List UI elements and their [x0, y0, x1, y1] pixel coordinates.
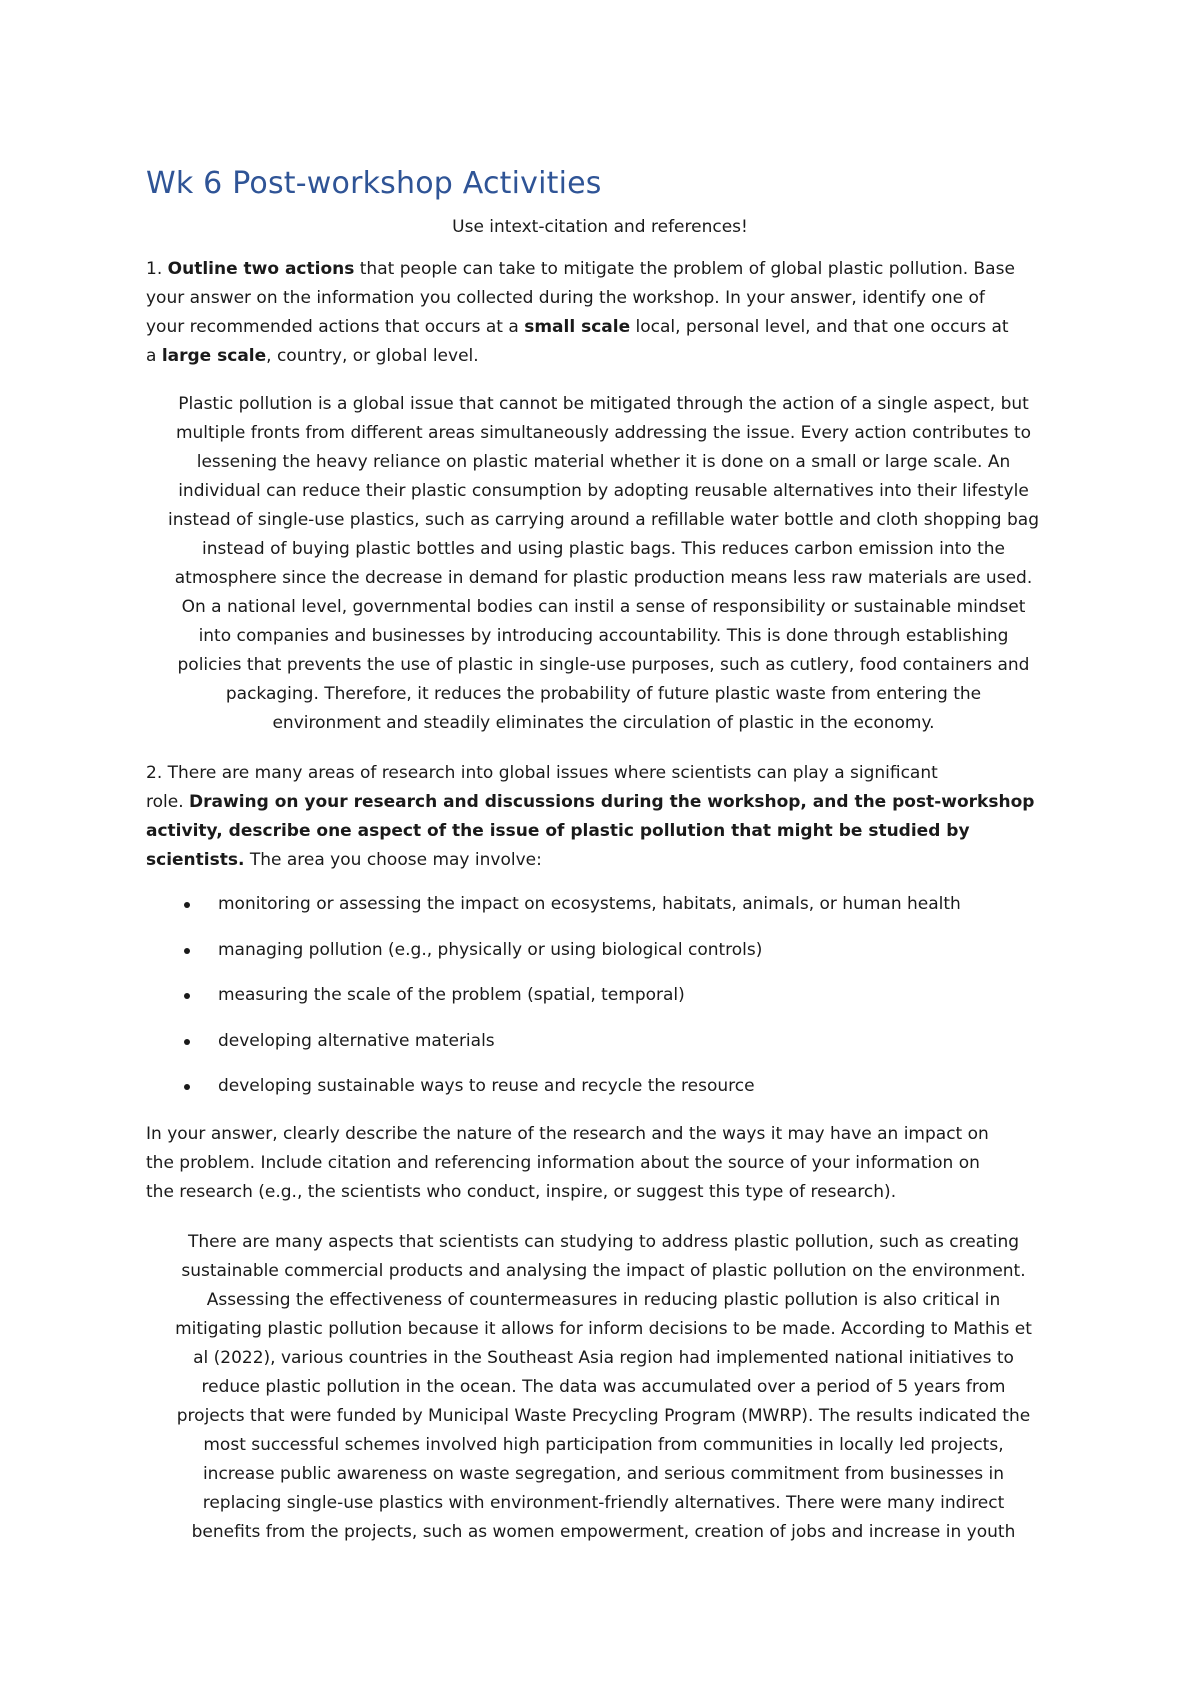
question-1-line	[146, 313, 1061, 342]
answer-2-line: projects that were funded by Municipal Waste Precycling Program (MWRP). The results indicated the	[176, 1406, 1031, 1426]
bullet-icon	[184, 1039, 190, 1045]
answer-2-line: mitigating plastic pollution because it allows for inform decisions to be made. According to Mathis et	[175, 1319, 1032, 1339]
answer-1-line: lessening the heavy reliance on plastic material whether it is done on a small or large scale. An	[196, 452, 1011, 472]
bold-text: activity, describe one aspect of the issue of plastic pollution that might be studied by	[146, 821, 970, 841]
list-item-text: managing pollution (e.g., physically or using biological controls)	[218, 939, 763, 960]
text: a	[146, 346, 162, 366]
instruction-line: the problem. Include citation and referencing information about the source of your information on	[146, 1153, 980, 1173]
question-2-line	[146, 846, 1061, 875]
answer-2-line: benefits from the projects, such as women empowerment, creation of jobs and increase in youth	[191, 1522, 1016, 1542]
bullet-list	[146, 890, 1061, 1118]
answer-2-line: replacing single-use plastics with environment-friendly alternatives. There were many indirect	[202, 1493, 1005, 1513]
answer-2	[146, 1228, 1061, 1547]
bold-text: large scale	[161, 346, 267, 366]
answer-2-line: increase public awareness on waste segregation, and serious commitment from businesses in	[202, 1464, 1005, 1484]
question-1-line	[146, 255, 1061, 284]
answer-2-line: Assessing the effectiveness of countermeasures in reducing plastic pollution is also critical in	[206, 1290, 1001, 1310]
question-1-line	[146, 342, 1061, 371]
text: your recommended actions that occurs at a	[146, 317, 525, 337]
answer-1-line: into companies and businesses by introducing accountability. This is done through establishing	[198, 626, 1009, 646]
answer-2-line: reduce plastic pollution in the ocean. The data was accumulated over a period of 5 years from	[201, 1377, 1006, 1397]
bullet-icon	[184, 993, 190, 999]
question-2	[146, 759, 1061, 875]
question-2-line	[146, 817, 1061, 846]
answer-2-line: sustainable commercial products and analysing the impact of plastic pollution on the environment.	[181, 1261, 1026, 1281]
answer-1-line: individual can reduce their plastic consumption by adopting reusable alternatives into their lifestyle	[178, 481, 1029, 501]
bullet-icon	[184, 948, 190, 954]
list-item	[146, 1027, 1061, 1073]
instruction-line: In your answer, clearly describe the nature of the research and the ways it may have an impact on	[146, 1124, 989, 1144]
list-item-text: monitoring or assessing the impact on ecosystems, habitats, animals, or human health	[218, 894, 961, 914]
list-item	[146, 981, 1061, 1027]
list-item-text: developing alternative materials	[218, 1030, 495, 1051]
subtitle: Use intext-citation and references!	[452, 217, 748, 237]
list-item	[146, 1072, 1061, 1118]
question-2-line	[146, 788, 1061, 817]
page-title: Wk 6 Post-workshop Activities	[146, 166, 602, 201]
question-1-line: your answer on the information you collected during the workshop. In your answer, identify one of	[146, 288, 985, 308]
answer-1-line: Plastic pollution is a global issue that cannot be mitigated through the action of a single aspect, but	[178, 394, 1029, 414]
bullet-icon	[184, 902, 190, 908]
answer-1-line: multiple fronts from different areas simultaneously addressing the issue. Every action contributes to	[175, 423, 1032, 443]
bold-text: small scale	[524, 317, 631, 337]
answer-2-line: most successful schemes involved high participation from communities in locally led projects,	[203, 1435, 1004, 1455]
list-item	[146, 936, 1061, 982]
list-item-text: developing sustainable ways to reuse and recycle the resource	[218, 1076, 755, 1096]
question-2-line	[146, 759, 1061, 788]
bold-text: scientists.	[146, 850, 245, 870]
answer-2-line: There are many aspects that scientists can studying to address plastic pollution, such as creating	[187, 1232, 1020, 1252]
list-item	[146, 890, 1061, 936]
question-1	[146, 255, 1061, 371]
text: There are many areas of research into global issues where scientists can play a significant	[162, 763, 938, 783]
text: local, personal level, and that one occurs at	[630, 317, 1009, 337]
text: , country, or global level.	[266, 346, 479, 366]
text: The area you choose may involve:	[244, 850, 542, 870]
list-item-text: measuring the scale of the problem (spatial, temporal)	[218, 985, 685, 1005]
answer-1-line: On a national level, governmental bodies can instil a sense of responsibility or sustainable mindset	[181, 597, 1026, 617]
answer-1-line: environment and steadily eliminates the circulation of plastic in the economy.	[272, 713, 935, 733]
bold-text: Drawing on your research and discussions during the workshop, and the post-workshop	[189, 792, 1035, 812]
answer-1	[146, 390, 1061, 738]
answer-1-line: instead of single-use plastics, such as carrying around a refillable water bottle and cloth shopping bag	[167, 510, 1040, 530]
bold-text: Outline two actions	[167, 259, 355, 279]
answer-1-line: atmosphere since the decrease in demand for plastic production means less raw materials are used.	[174, 568, 1033, 588]
answer-1-line: packaging. Therefore, it reduces the probability of future plastic waste from entering the	[225, 684, 982, 704]
question-2-instructions	[146, 1120, 1061, 1207]
bullet-icon	[184, 1084, 190, 1090]
question-number: 1.	[146, 259, 163, 279]
answer-1-line: instead of buying plastic bottles and using plastic bags. This reduces carbon emission into the	[202, 539, 1005, 559]
text: that people can take to mitigate the problem of global plastic pollution. Base	[354, 259, 1015, 279]
question-number: 2.	[146, 763, 163, 783]
text: role.	[146, 792, 190, 812]
answer-2-line: al (2022), various countries in the Southeast Asia region had implemented national initiatives to	[193, 1348, 1014, 1368]
answer-1-line: policies that prevents the use of plastic in single-use purposes, such as cutlery, food containers and	[177, 655, 1030, 675]
instruction-line: the research (e.g., the scientists who conduct, inspire, or suggest this type of research).	[146, 1182, 897, 1202]
